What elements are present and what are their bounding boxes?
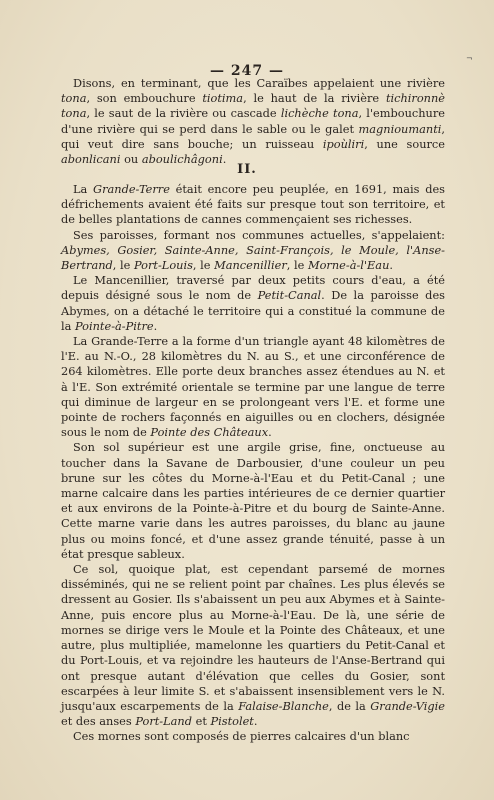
paragraph-population: La Grande-Terre était encore peu peuplée, en 1691, mais des défrichements avaient été faits sur presque tout son territoire, et de belles plantations de cannes commençaient ses richesses. xyxy=(61,182,445,227)
paragraph-parishes: Ses paroisses, formant nos communes actuelles, s'appelaient: Abymes, Gosier, Sainte-Anne, Saint-François, le Moule, l'Anse-Bertrand, le Port-Louis, le Mancenillier, le Morne-à-l'Eau. xyxy=(61,227,445,273)
paragraph-composition: Ces mornes sont composés de pierres calcaires d'un blanc xyxy=(73,729,410,744)
corner-mark: ¬ xyxy=(466,54,473,63)
paragraph-soil: Son sol supérieur est une argile grise, fine, onctueuse au toucher dans la Savane de Darbousier, d'une couleur un peu brune sur les côtes du Morne-à-l'Eau et du Petit-Canal ; une marne calcaire dans les parties intérieures de ce dernier quartier et aux environs de la Pointe-à-Pitre et du bourg de Sainte-Anne. Cette marne varie dans les autres paroisses, du blanc au jaune plus ou moins foncé, et d'une assez grande ténuité, passe à un état presque sableux. xyxy=(61,440,445,561)
paragraph-mancenillier: Le Mancenillier, traversé par deux petits cours d'eau, a été depuis désigné sous le nom de Petit-Canal. De la paroisse des Abymes, on a détaché le territoire qui a constitué la commune de la Pointe-à-Pitre. xyxy=(61,273,445,333)
page-number: — 247 — xyxy=(210,63,284,79)
intro-text-block xyxy=(61,76,445,167)
section-text-block xyxy=(61,182,445,745)
paragraph-mornes: Ce sol, quoique plat, est cependant parsemé de mornes disséminés, qui ne se relient point par chaînes. Les plus élevés se dressent au Gosier. Ils s'abaissent un peu aux Abymes et à Sainte-Anne, puis encore plus au Morne-à-l'Eau. De là, une série de mornes se dirige vers le Moule et la Pointe des Châteaux, et une autre, plus multipliée, mamelonne les quartiers du Petit-Canal et du Port-Louis, et va rejoindre les hauteurs de l'Anse-Bertrand qui ont presque autant d'élévation que celles du Gosier, sont escarpées à leur limite S. et s'abaissent insensiblement vers le N. jusqu'aux escarpements de la Falaise-Blanche, de la Grande-Vigie et des anses Port-Land et Pistolet. xyxy=(61,562,445,729)
section-number: II. xyxy=(237,162,257,177)
paragraph-caribbean-terms: Disons, en terminant, que les Caraïbes appelaient une rivière tona, son embouchure tiotima, le haut de la rivière tichironnè tona, le saut de la rivière ou cascade lichèche tona, l'embouchure d'une rivière qui se perd dans le sable ou le galet magnioumanti, qui veut dire sans bouche; un ruisseau ipoùliri, une source abonlicani ou aboulichâgoni. xyxy=(61,76,445,167)
paragraph-geography: La Grande-Terre a la forme d'un triangle ayant 48 kilomètres de l'E. au N.-O., 28 kilomètres du N. au S., et une circonférence de 264 kilomètres. Elle porte deux branches assez étendues au N. et à l'E. Son extrémité orientale se termine par une langue de terre qui diminue de largeur en se prolongeant vers l'E. et forme une pointe de rochers façonnés en aiguilles ou en clochers, désignée sous le nom de Pointe des Châteaux. xyxy=(61,334,445,440)
